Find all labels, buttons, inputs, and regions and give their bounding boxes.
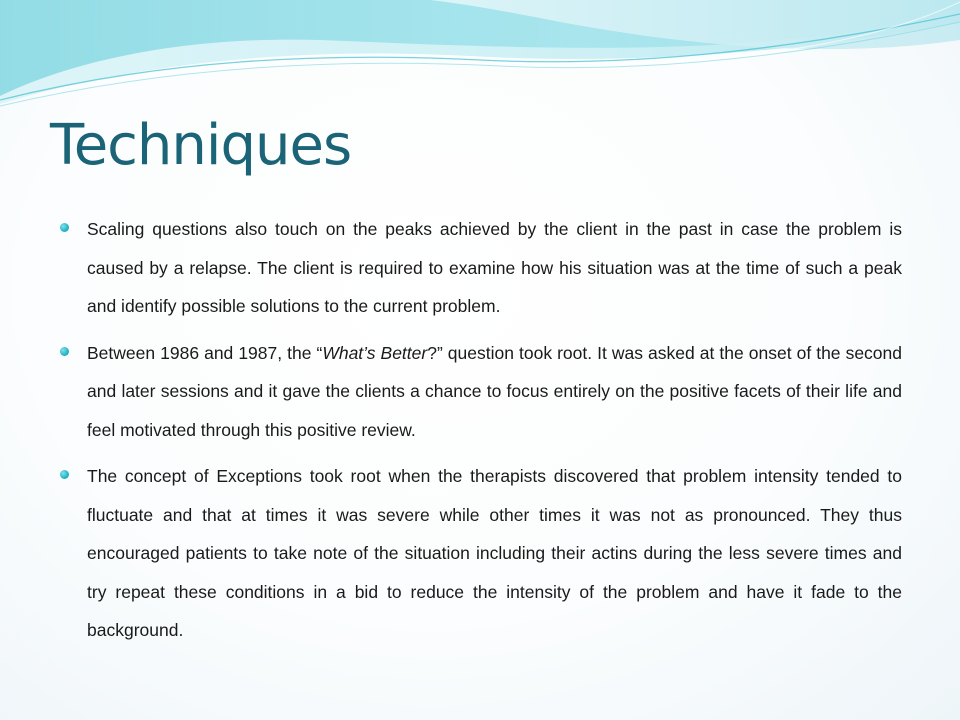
bullet-text-before: Between 1986 and 1987, the “ bbox=[87, 342, 323, 363]
bullet-icon bbox=[60, 470, 69, 479]
bullet-text: The concept of Exceptions took root when the therapists discovered that problem intensity tended to fluctuate and that at times it was severe while other times it was not as pronounced. They thus encouraged patients to take note of the situation including their actins during the less severe times and try repeat these conditions in a bid to reduce the intensity of the problem and have it fade to the background. bbox=[87, 466, 902, 640]
header-wave-decoration bbox=[0, 0, 960, 120]
bullet-text-after: ?” question took root. It was asked at the onset of the second and later sessions and it gave the clients a chance to focus entirely on the positive facets of their life and feel motivated through this positive review. bbox=[87, 342, 902, 440]
bullet-icon bbox=[60, 347, 69, 356]
bullet-item bbox=[60, 457, 902, 650]
whats-better-italic: What’s Better bbox=[322, 342, 428, 363]
bullet-icon bbox=[60, 223, 69, 232]
bullet-list bbox=[60, 210, 902, 658]
bullet-item bbox=[60, 334, 902, 450]
slide-title: Techniques bbox=[50, 113, 352, 178]
bullet-text: Scaling questions also touch on the peaks achieved by the client in the past in case the problem is caused by a relapse. The client is required to examine how his situation was at the time of such a peak and identify possible solutions to the current problem. bbox=[87, 219, 902, 316]
bullet-item bbox=[60, 210, 902, 326]
